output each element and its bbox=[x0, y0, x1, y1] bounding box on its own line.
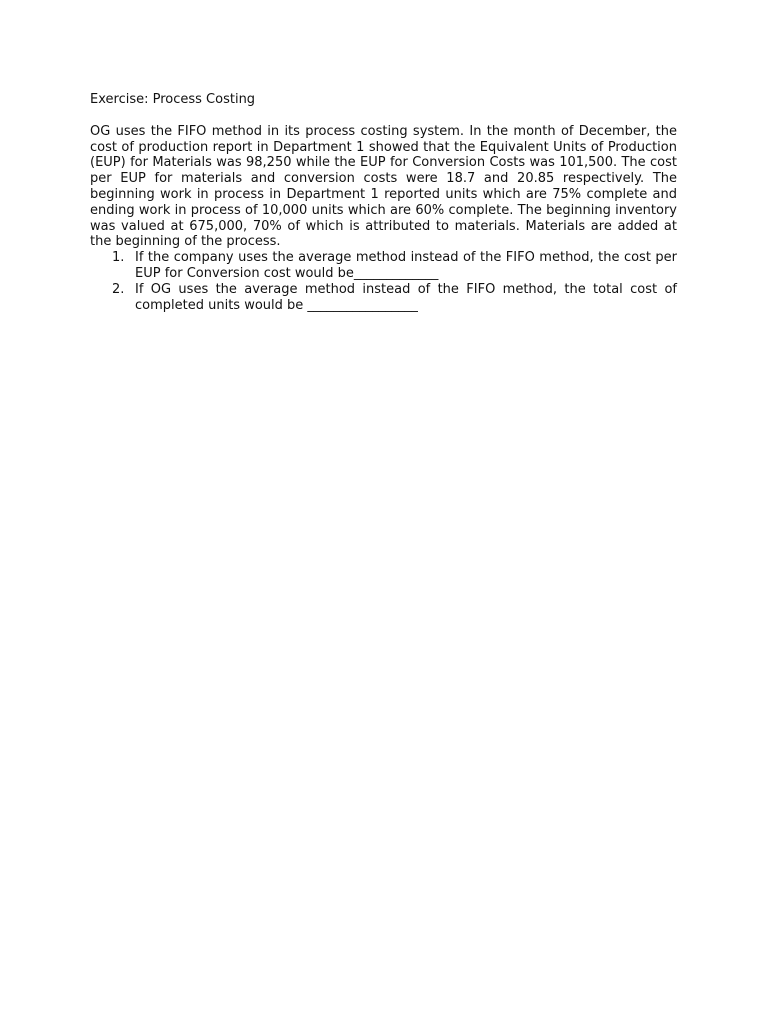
question-item bbox=[90, 250, 677, 282]
question-text: If OG uses the average method instead of the FIFO method, the total cost of completed units would be _________________ bbox=[135, 281, 677, 313]
question-item bbox=[90, 282, 677, 314]
question-text: If the company uses the average method instead of the FIFO method, the cost per EUP for Conversion cost would be_____________ bbox=[135, 250, 677, 281]
document-title: Exercise: Process Costing bbox=[90, 92, 256, 107]
document-page bbox=[90, 92, 677, 313]
question-list bbox=[90, 250, 677, 313]
question-number: 2. bbox=[112, 281, 125, 297]
question-number: 1. bbox=[112, 250, 125, 266]
problem-paragraph: OG uses the FIFO method in its process costing system. In the month of December, the cost of production report in Department 1 showed that the Equivalent Units of Production (EUP) for Materials was 98,250 while the EUP for Conversion Costs was 101,500. The cost per EUP for materials and conversion costs were 18.7 and 20.85 respectively. The beginning work in process in Department 1 reported units which are 75% complete and ending work in process of 10,000 units which are 60% complete. The beginning inventory was valued at 675,000, 70% of which is attributed to materials. Materials are added at the beginning of the process. bbox=[90, 123, 677, 250]
